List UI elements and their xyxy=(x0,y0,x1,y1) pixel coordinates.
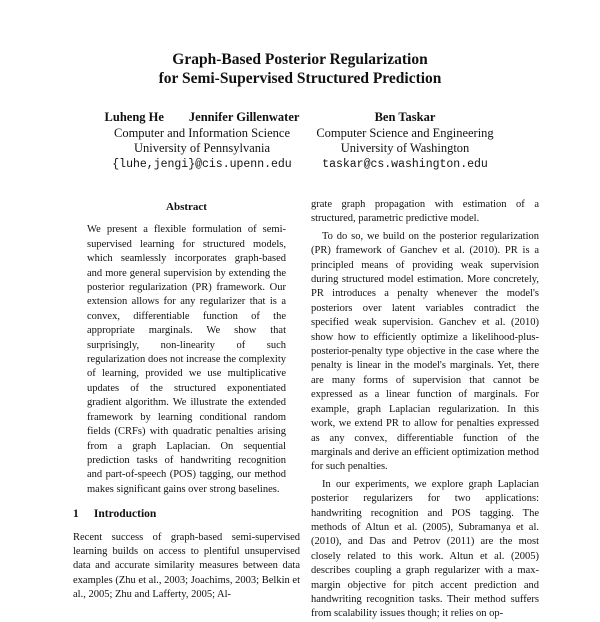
intro-paragraph: Recent success of graph-based semi-supervised learning builds on access to plentiful unsupervised data and accurate similarity measures between data examples (Zhu et al., 2003; Joachims, 2003; Belkin et al., 2005; Zhu and Lafferty, 2005; Al- xyxy=(73,531,300,601)
title-line-2: for Semi-Supervised Structured Prediction xyxy=(158,70,442,87)
intro-continuation: grate graph propagation with estimation of a structured, parametric predictive model. xyxy=(311,199,539,225)
intro-paragraph-2: To do so, we build on the posterior regularization (PR) framework of Ganchev et al. (2010). PR is a principled means of providing weak supervision during structured model estimation. More concretely, PR introduces a penalty whenever the model's posteriors over latent variables contradict the specified weak supervision. Ganchev et al. (2010) show how to efficiently optimize a likelihood-plus-posterior-penalty type objective in the case where the penalty is linear in the model's marginals. Yet, there are many forms of supervision that cannot be expressed as a linear function of marginals. For example, graph Laplacian regularization. In this work, we extend PR to allow for penalties expressed as any convex, differentiable function of the marginals and derive an efficient optimization method for such penalties. xyxy=(311,230,539,473)
affiliation-left-line-2: University of Pennsylvania xyxy=(133,141,271,155)
email-left: {luhe,jengi}@cis.upenn.edu xyxy=(112,157,292,171)
email-right: taskar@cs.washington.edu xyxy=(322,157,488,171)
affiliation-right-line-1: Computer Science and Engineering xyxy=(316,125,494,140)
left-column xyxy=(73,198,300,603)
author-names-left: Luheng He Jennifer Gillenwater xyxy=(104,110,300,124)
right-column xyxy=(311,198,539,622)
author-names-right: Ben Taskar xyxy=(374,110,436,124)
paper-title xyxy=(0,50,600,88)
affiliation-right-line-2: University of Washington xyxy=(340,141,470,155)
author-block-left xyxy=(92,110,312,172)
section-heading-introduction xyxy=(73,507,300,521)
abstract-heading: Abstract xyxy=(166,201,207,213)
author-block-right xyxy=(305,110,505,172)
affiliation-left-line-1: Computer and Information Science xyxy=(114,125,290,140)
intro-paragraph-3: In our experiments, we explore graph Laplacian posterior regularizers for two applications: handwriting recognition and POS tagging. The methods of Altun et al. (2005), Subramanya et al. (2010), and Das and Petrov (2011) are the most closely related to this work. Altun et al. (2005) describes coupling a graph regularizer with a max-margin objective for pitch accent prediction and handwriting recognition tasks. Their method suffers from scalability issues though; it relies on op- xyxy=(311,478,539,620)
title-line-1: Graph-Based Posterior Regularization xyxy=(172,51,428,68)
section-number: 1 xyxy=(73,508,79,521)
abstract-text: We present a flexible formulation of semi-supervised learning for structured models, which seamlessly incorporates graph-based and more general supervision by extending the posterior regularization (PR) framework. Our extension allows for any regularizer that is a convex, differentiable function of the appropriate marginals. We show that surprisingly, non-linearity of such regularization does not increase the complexity of learning, provided we use multiplicative updates of the structured exponentiated gradient algorithm. We illustrate the extended framework by learning conditional random fields (CRFs) with quadratic penalties arising from a graph Laplacian. On sequential prediction tasks of handwriting recognition and part-of-speech (POS) tagging, our method makes significant gains over strong baselines. xyxy=(87,224,286,495)
section-title: Introduction xyxy=(93,508,157,521)
